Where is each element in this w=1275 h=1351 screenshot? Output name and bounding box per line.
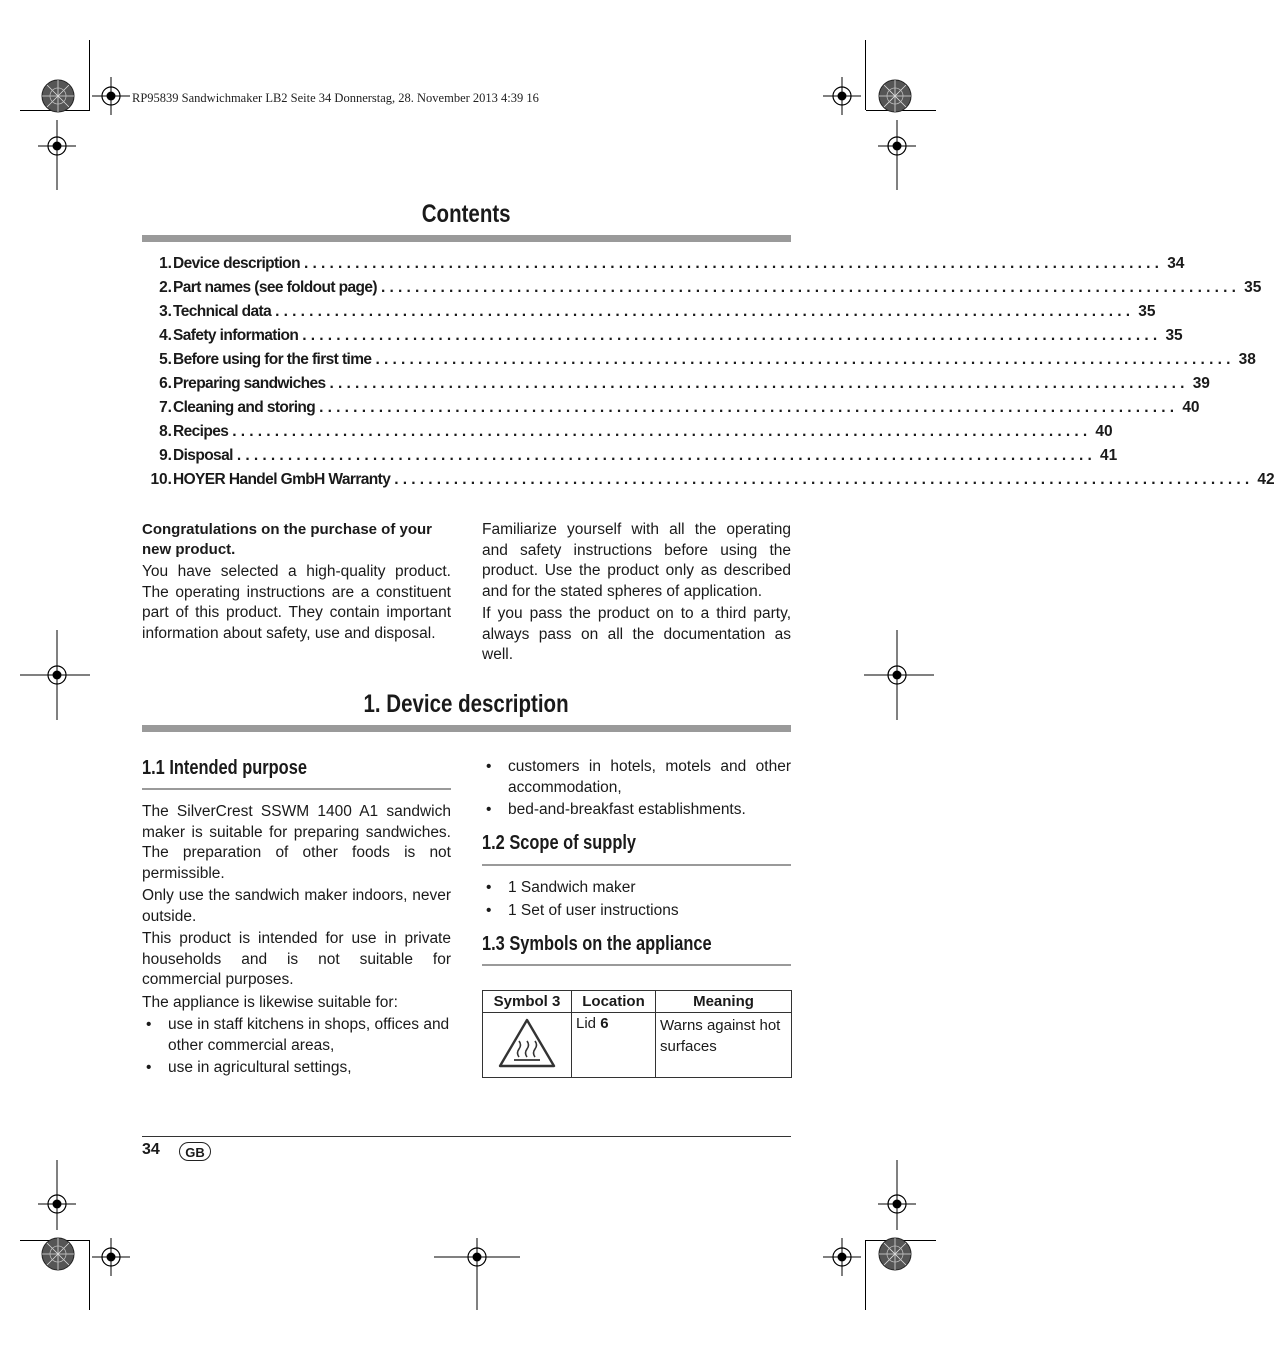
header-location: Location [572, 991, 656, 1013]
toc-row[interactable] [142, 279, 1262, 303]
list-item: • bed-and-breakfast establishments. [482, 800, 791, 821]
toc-label: Preparing sandwiches [173, 375, 326, 392]
toc-number: 1. [159, 255, 172, 272]
paragraph: Only use the sandwich maker indoors, never outside. [142, 887, 451, 925]
toc-leader: ..................................................................................................... [275, 303, 1135, 320]
toc-page: 39 [1192, 375, 1210, 392]
toc-number: 6. [159, 375, 172, 392]
toc-number: 9. [159, 447, 172, 464]
contents-bar [142, 235, 791, 242]
heading-rule [482, 864, 791, 866]
paragraph: The SilverCrest SSWM 1400 A1 sandwich maker is suitable for preparing sandwiches. The preparation of other foods is not permissible. [142, 803, 451, 882]
scope-of-supply-list [482, 878, 791, 921]
toc-row[interactable] [142, 327, 1183, 351]
section-title-device-description: 1. Device description [363, 690, 570, 718]
toc-number: 8. [159, 423, 172, 440]
toc-label: Before using for the first time [173, 351, 372, 368]
symbol-cell [483, 1013, 572, 1078]
table-row [483, 1013, 792, 1078]
toc-label: Safety information [173, 327, 299, 344]
location-number: 6 [600, 1015, 609, 1032]
header-symbol: Symbol 3 [483, 991, 572, 1013]
intro-right-column [482, 520, 791, 666]
toc-row[interactable] [142, 471, 1275, 495]
heading-symbols-on-appliance: 1.3 Symbols on the appliance [482, 933, 712, 955]
bullet-list [482, 878, 791, 921]
toc-leader: ..................................................................................................... [375, 351, 1235, 368]
toc-label: HOYER Handel GmbH Warranty [173, 471, 391, 488]
toc-page: 40 [1095, 423, 1113, 440]
toc-number: 3. [159, 303, 172, 320]
paragraph: This product is intended for use in private households and is not suitable for commercial purposes. [142, 930, 451, 988]
toc-page: 42 [1257, 471, 1275, 488]
intro-text: You have selected a high-quality product. The operating instructions are a constituent part of this product. They contain important information about safety, use and disposal. [142, 563, 451, 642]
toc-page: 38 [1238, 351, 1256, 368]
toc-number: 5. [159, 351, 172, 368]
toc-row[interactable] [142, 351, 1256, 375]
heading-scope-of-supply: 1.2 Scope of supply [482, 832, 637, 854]
heading-rule [482, 964, 791, 966]
toc-page: 35 [1165, 327, 1183, 344]
toc-label: Disposal [173, 447, 233, 464]
toc-label: Device description [173, 255, 301, 272]
toc-page: 35 [1244, 279, 1262, 296]
list-item: • 1 Set of user instructions [482, 901, 791, 922]
toc-row[interactable] [142, 303, 1156, 327]
intro-familiarize-text: Familiarize yourself with all the operating and safety instructions before using the product. Use the product only as described and for the stated spheres of application. [482, 521, 791, 600]
heading-intended-purpose: 1.1 Intended purpose [142, 757, 307, 779]
toc-leader: ..................................................................................................... [232, 423, 1092, 440]
toc-page: 40 [1182, 399, 1200, 416]
toc-leader: ..................................................................................................... [236, 447, 1096, 464]
contents-title: Contents [422, 200, 511, 228]
intro-third-party-text: If you pass the product on to a third party, always pass on all the documentation as well. [482, 605, 791, 663]
header-meaning: Meaning [656, 991, 792, 1013]
toc-leader: ..................................................................................................... [319, 399, 1179, 416]
paragraph: The appliance is likewise suitable for: [142, 993, 398, 1011]
list-item: • use in agricultural settings, [142, 1058, 451, 1079]
intro-left-column [142, 520, 451, 644]
toc-row[interactable] [142, 255, 1185, 279]
list-item: • 1 Sandwich maker [482, 878, 791, 899]
toc-leader: ..................................................................................................... [394, 471, 1254, 488]
toc-leader: ..................................................................................................... [304, 255, 1164, 272]
toc-label: Technical data [173, 303, 272, 320]
page-number: 34 [142, 1141, 160, 1158]
section-bar [142, 725, 791, 732]
toc-page: 35 [1138, 303, 1156, 320]
list-item: • customers in hotels, motels and other accommodation, [482, 757, 791, 798]
toc-leader: ..................................................................................................... [302, 327, 1162, 344]
footer-rule [142, 1136, 791, 1137]
location-cell [572, 1013, 656, 1078]
toc-row[interactable] [142, 399, 1200, 423]
toc-label: Part names (see foldout page) [173, 279, 377, 296]
toc-number: 2. [159, 279, 172, 296]
intro-heading: Congratulations on the purchase of your new product. [142, 521, 433, 558]
toc-number: 4. [159, 327, 172, 344]
toc-leader: ..................................................................................................... [380, 279, 1241, 296]
toc-leader: ..................................................................................................... [329, 375, 1189, 392]
toc-row[interactable] [142, 447, 1118, 471]
toc-number: 10. [150, 471, 172, 488]
toc-page: 34 [1167, 255, 1185, 272]
list-item: • use in staff kitchens in shops, offices and other commercial areas, [142, 1015, 451, 1056]
language-badge: GB [179, 1142, 211, 1161]
toc-number: 7. [159, 399, 172, 416]
heading-rule [142, 788, 451, 790]
hot-surface-warning-icon [497, 1017, 557, 1069]
meaning-cell: Warns against hot surfaces [656, 1013, 792, 1078]
bullet-list [482, 757, 791, 821]
print-slug: RP95839 Sandwichmaker LB2 Seite 34 Donnerstag, 28. November 2013 4:39 16 [132, 91, 539, 105]
location-text: Lid [576, 1015, 601, 1032]
symbols-table [482, 990, 792, 1078]
intended-purpose-text [142, 802, 451, 1079]
toc-row[interactable] [142, 375, 1210, 399]
table-header-row [483, 991, 792, 1013]
toc-label: Recipes [173, 423, 229, 440]
bullet-list [142, 1015, 451, 1079]
toc-page: 41 [1099, 447, 1118, 464]
toc-row[interactable] [142, 423, 1113, 447]
intended-purpose-continued [482, 757, 791, 821]
toc-label: Cleaning and storing [173, 399, 316, 416]
